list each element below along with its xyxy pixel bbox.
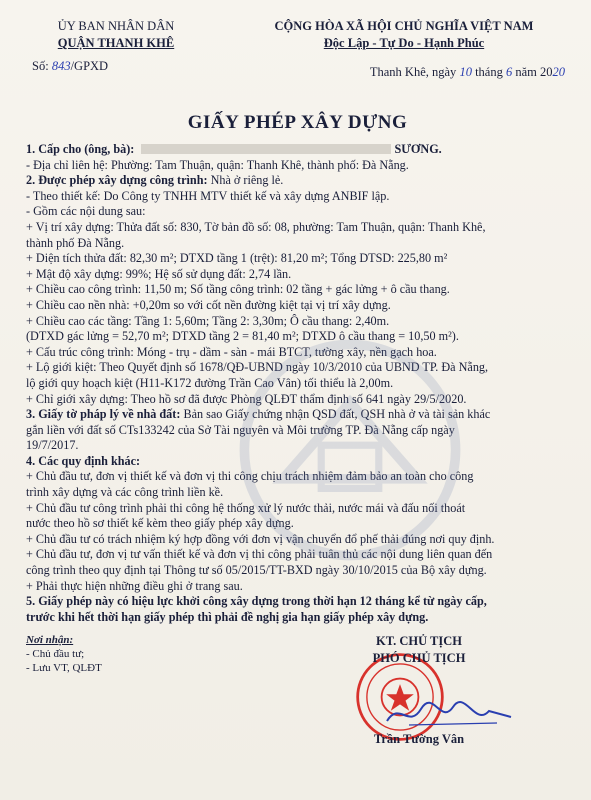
document-body	[26, 142, 569, 625]
section-3-line: 19/7/2017.	[26, 438, 79, 453]
recipient-item: - Chủ đầu tư;	[26, 648, 85, 661]
recipients-block	[26, 633, 102, 675]
body-line: trình xây dựng và các công trình liền kề.	[26, 485, 224, 500]
issuer-line2: QUẬN THANH KHÊ	[57, 36, 175, 50]
body-line: + Chiều cao các tầng: Tầng 1: 5,60m; Tầng 2: 3,30m; Ô cầu thang: 2,40m.	[26, 313, 390, 328]
recipients-title: Nơi nhận:	[26, 634, 74, 647]
section-3-line: gắn liền với đất số CTs133242 của Sở Tài nguyên và Môi trường TP. Đà Nẵng cấp ngày	[26, 422, 455, 437]
body-line: công trình theo quy định tại Thông tư số 05/2015/TT-BXD ngày 30/10/2015 của Bộ xây dựng.	[26, 563, 487, 578]
body-line: - Gồm các nội dung sau:	[26, 204, 146, 219]
document-number-handwritten: 843	[51, 59, 71, 73]
body-line: + Phải thực hiện những điều ghi ở trang sau.	[26, 578, 243, 593]
section-5-line: trước khi hết thời hạn giấy phép thì phải đề nghị gia hạn giấy phép xây dựng.	[26, 609, 429, 624]
body-line: + Diện tích thửa đất: 82,30 m²; DTXD tầng 1 (trệt): 81,20 m²; Tổng DTSD: 225,80 m²	[26, 251, 448, 266]
body-line: + Chỉ giới xây dựng: Theo hồ sơ đã được Phòng QLĐT thẩm định số 641 ngày 29/5/2020.	[26, 391, 467, 406]
body-line: + Chủ đầu tư, đơn vị thiết kế và đơn vị thi công chịu trách nhiệm đảm bảo an toàn cho công	[26, 469, 474, 484]
body-line: + Lộ giới kiệt: Theo Quyết định số 1678/QĐ-UBND ngày 10/3/2010 của UBND TP. Đà Nẵng,	[26, 360, 489, 375]
signature-title-2: PHÓ CHỦ TỊCH	[372, 651, 466, 666]
body-line: thành phố Đà Nẵng.	[26, 235, 125, 250]
section-4-heading: 4. Các quy định khác:	[26, 453, 141, 468]
body-line: nước theo hồ sơ thiết kế kèm theo giấy phép xây dựng.	[26, 516, 294, 531]
national-motto: Độc Lập - Tự Do - Hạnh Phúc	[323, 36, 485, 50]
signer-name: Trần Tường Vân	[373, 732, 465, 747]
body-line: + Chủ đầu tư, đơn vị tư vấn thiết kế và đơn vị thi công phải tuân thủ các nội dung liên quan đến	[26, 547, 493, 562]
document-header	[26, 18, 569, 96]
recipient-item: - Lưu VT, QLĐT	[26, 662, 102, 675]
signature-title-1: KT. CHỦ TỊCH	[375, 634, 462, 649]
section-4-lines	[26, 469, 569, 594]
section-5-line: 5. Giấy phép này có hiệu lực khởi công xây dựng trong thời hạn 12 tháng kể từ ngày cấp,	[26, 594, 487, 609]
body-line: lộ giới quy hoạch kiệt (H11-K172 đường Trần Cao Vân) tối thiểu là 2,00m.	[26, 375, 394, 390]
national-title: CỘNG HÒA XÃ HỘI CHỦ NGHĨA VIỆT NAM	[274, 19, 534, 33]
body-line: + Chiều cao nền nhà: +0,20m so với cốt nền đường kiệt tại vị trí xây dựng.	[26, 297, 391, 312]
issuer-block	[26, 18, 206, 75]
document-title: GIẤY PHÉP XÂY DỰNG	[187, 112, 408, 133]
body-line: + Cấu trúc công trình: Móng - trụ - dầm - sàn - mái BTCT, tường xây, nền gạch hoa.	[26, 344, 437, 359]
section-2-lines	[26, 189, 569, 407]
section-3: 3. Giấy tờ pháp lý về nhà đất: Bản sao Giấy chứng nhận QSD đất, QSH nhà ở và tài sản khác	[26, 407, 491, 422]
body-line: + Chủ đầu tư công trình phải thi công hệ thống xử lý nước thải, nước mái và đấu nối thoát	[26, 500, 466, 515]
section-1-address: - Địa chỉ liên hệ: Phường: Tam Thuận, quận: Thanh Khê, thành phố: Đà Nẵng.	[26, 157, 409, 172]
section-1-heading: 1. Cấp cho (ông, bà): SƯƠNG.	[26, 142, 442, 156]
redacted-name	[141, 144, 391, 154]
body-line: (DTXD gác lửng = 52,70 m²; DTXD tầng 2 = 81,40 m²; DTXD ô cầu thang = 10,50 m²).	[26, 329, 459, 344]
document-number: Số: 843/GPXD	[32, 59, 109, 73]
handwritten-signature	[379, 695, 519, 735]
body-line: - Theo thiết kế: Do Công ty TNHH MTV thiết kế và xây dựng ANBIF lập.	[26, 188, 390, 203]
national-motto-block	[239, 18, 569, 81]
body-line: + Chủ đầu tư có trách nhiệm ký hợp đồng với đơn vị vận chuyển đổ phế thải đúng nơi quy định.	[26, 531, 495, 546]
body-line: + Mật độ xây dựng: 99%; Hệ số sử dụng đất: 2,74 lần.	[26, 266, 292, 281]
issue-date: Thanh Khê, ngày 10 tháng 6 năm 2020	[369, 65, 565, 79]
body-line: + Chiều cao công trình: 11,50 m; Số tầng công trình: 02 tầng + gác lửng + ô cầu thang.	[26, 282, 450, 297]
section-2-heading: 2. Được phép xây dựng công trình: Nhà ở riêng lẻ.	[26, 173, 284, 188]
issuer-line1: ỦY BAN NHÂN DÂN	[57, 19, 175, 33]
body-line: + Vị trí xây dựng: Thửa đất số: 830, Tờ bản đồ số: 08, phường: Tam Thuận, quận: Thanh Khê,	[26, 219, 486, 234]
document-footer	[26, 633, 569, 773]
